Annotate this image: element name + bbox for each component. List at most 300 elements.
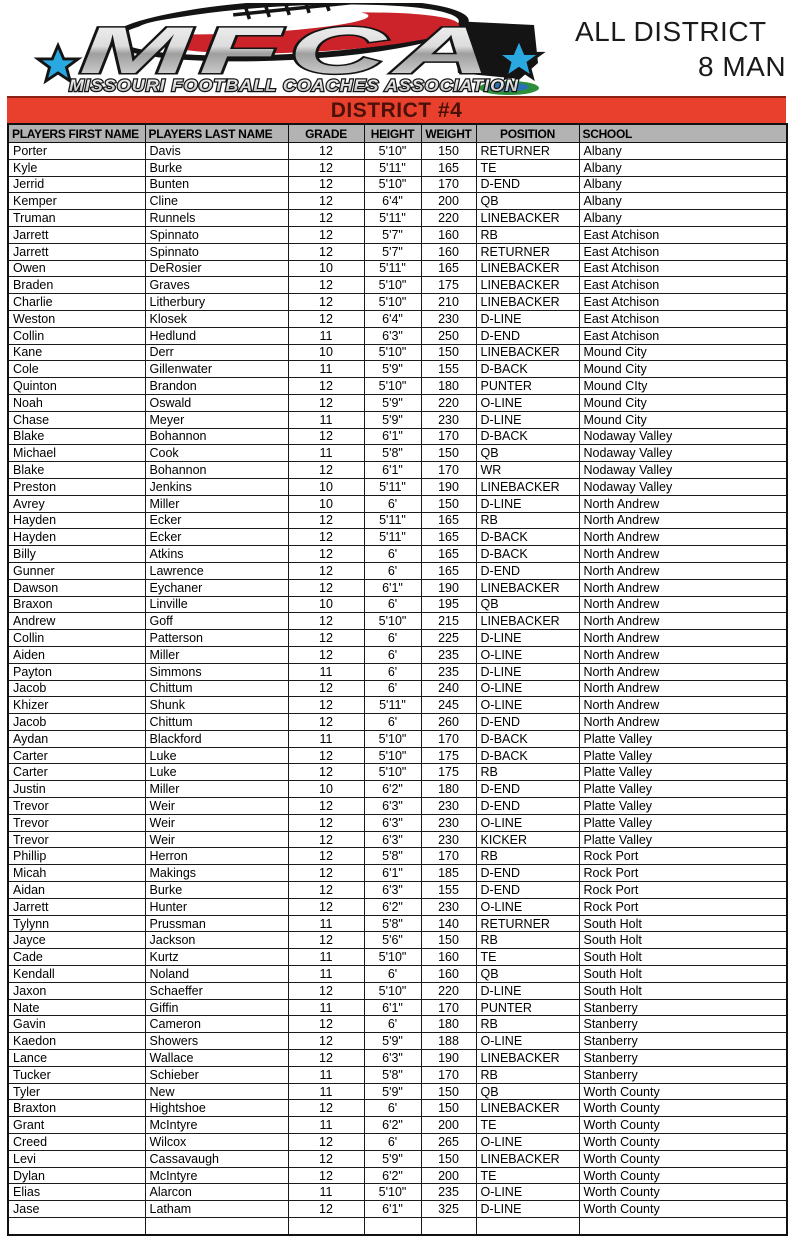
cell: South Holt [579, 915, 787, 932]
cell: 220 [421, 982, 476, 999]
cell: Kemper [8, 193, 145, 210]
cell: RB [476, 848, 579, 865]
cell: 6'3" [364, 882, 421, 899]
cell: Graves [145, 277, 288, 294]
cell [8, 1218, 145, 1235]
cell: O-LINE [476, 1184, 579, 1201]
cell [421, 1218, 476, 1235]
cell: Eychaner [145, 579, 288, 596]
cell: 195 [421, 596, 476, 613]
table-row [8, 764, 787, 781]
cell: Rock Port [579, 865, 787, 882]
cell: 11 [288, 1083, 364, 1100]
cell: D-LINE [476, 630, 579, 647]
cell: 5'8" [364, 445, 421, 462]
cell: 6' [364, 646, 421, 663]
cell: 10 [288, 495, 364, 512]
player-table [7, 123, 788, 1236]
cell: North Andrew [579, 680, 787, 697]
cell: Jacob [8, 714, 145, 731]
cell: Ecker [145, 512, 288, 529]
cell: 170 [421, 848, 476, 865]
table-row [8, 1016, 787, 1033]
table-row [8, 848, 787, 865]
cell: 12 [288, 814, 364, 831]
cell: 12 [288, 1167, 364, 1184]
cell: 10 [288, 596, 364, 613]
cell: 5'11" [364, 697, 421, 714]
table-row [8, 663, 787, 680]
cell: Jarrett [8, 243, 145, 260]
cell: 11 [288, 1066, 364, 1083]
cell: Miller [145, 646, 288, 663]
table-row [8, 714, 787, 731]
cell: 12 [288, 1134, 364, 1151]
cell: 175 [421, 747, 476, 764]
cell: 235 [421, 663, 476, 680]
cell: LINEBACKER [476, 1100, 579, 1117]
cell: RB [476, 764, 579, 781]
cell: 6'2" [364, 1117, 421, 1134]
cell: 165 [421, 512, 476, 529]
cell: 5'8" [364, 1066, 421, 1083]
cell: 10 [288, 344, 364, 361]
cell: 12 [288, 630, 364, 647]
table-row [8, 445, 787, 462]
cell: 225 [421, 630, 476, 647]
cell: Trevor [8, 798, 145, 815]
cell: Lawrence [145, 562, 288, 579]
cell: Worth County [579, 1201, 787, 1218]
table-row [8, 1117, 787, 1134]
cell: Giffin [145, 999, 288, 1016]
table-row [8, 529, 787, 546]
col-header-position: POSITION [476, 124, 579, 143]
cell: 12 [288, 1016, 364, 1033]
table-row [8, 630, 787, 647]
table-row [8, 260, 787, 277]
cell: Micah [8, 865, 145, 882]
col-header-grade: GRADE [288, 124, 364, 143]
cell: D-BACK [476, 747, 579, 764]
cell: 235 [421, 646, 476, 663]
cell: Jackson [145, 932, 288, 949]
table-row [8, 1050, 787, 1067]
cell: 6'4" [364, 193, 421, 210]
cell: Blake [8, 428, 145, 445]
cell: Wilcox [145, 1134, 288, 1151]
cell: Alarcon [145, 1184, 288, 1201]
cell: McIntyre [145, 1167, 288, 1184]
table-row [8, 1167, 787, 1184]
cell: 12 [288, 747, 364, 764]
cell: O-LINE [476, 1134, 579, 1151]
cell: Jayce [8, 932, 145, 949]
cell: 150 [421, 1100, 476, 1117]
cell: Mound City [579, 411, 787, 428]
cell: Rock Port [579, 882, 787, 899]
cell: 11 [288, 999, 364, 1016]
table-row [8, 898, 787, 915]
table-row [8, 294, 787, 311]
table-row [8, 277, 787, 294]
cell: 155 [421, 882, 476, 899]
cell: 6'3" [364, 814, 421, 831]
cell: Runnels [145, 210, 288, 227]
cell: Blackford [145, 730, 288, 747]
cell: Platte Valley [579, 798, 787, 815]
cell: 11 [288, 730, 364, 747]
cell: Luke [145, 747, 288, 764]
table-row [8, 596, 787, 613]
cell: Albany [579, 176, 787, 193]
cell: Weston [8, 310, 145, 327]
cell: Worth County [579, 1184, 787, 1201]
cell: South Holt [579, 982, 787, 999]
table-row [8, 697, 787, 714]
cell: Stanberry [579, 999, 787, 1016]
cell: North Andrew [579, 630, 787, 647]
cell: Rock Port [579, 898, 787, 915]
player-table-body [8, 143, 787, 1235]
cell: LINEBACKER [476, 1050, 579, 1067]
cell: East Atchison [579, 226, 787, 243]
cell: 12 [288, 226, 364, 243]
cell: Nodaway Valley [579, 462, 787, 479]
cell: 230 [421, 898, 476, 915]
cell: 5'11" [364, 478, 421, 495]
cell: 185 [421, 865, 476, 882]
cell: Tyler [8, 1083, 145, 1100]
cell: 6' [364, 562, 421, 579]
cell: 6'3" [364, 831, 421, 848]
table-row [8, 1150, 787, 1167]
cell: 6'2" [364, 898, 421, 915]
cell: 5'6" [364, 932, 421, 949]
cell: 5'10" [364, 1184, 421, 1201]
cell: Rock Port [579, 848, 787, 865]
cell: O-LINE [476, 680, 579, 697]
cell: Worth County [579, 1083, 787, 1100]
cell: Braxon [8, 596, 145, 613]
col-header-weight: WEIGHT [421, 124, 476, 143]
cell: North Andrew [579, 646, 787, 663]
cell: WR [476, 462, 579, 479]
cell: 170 [421, 462, 476, 479]
cell: TE [476, 949, 579, 966]
cell: Gavin [8, 1016, 145, 1033]
cell: 10 [288, 478, 364, 495]
cell: Cline [145, 193, 288, 210]
cell: 12 [288, 982, 364, 999]
cell: 170 [421, 730, 476, 747]
cell: QB [476, 193, 579, 210]
cell: LINEBACKER [476, 613, 579, 630]
cell: 165 [421, 546, 476, 563]
cell: 5'9" [364, 394, 421, 411]
cell: 235 [421, 1184, 476, 1201]
cell: North Andrew [579, 663, 787, 680]
cell: 6' [364, 714, 421, 731]
cell: 5'11" [364, 159, 421, 176]
table-row [8, 143, 787, 160]
table-row [8, 865, 787, 882]
cell: 5'9" [364, 1033, 421, 1050]
cell: Justin [8, 781, 145, 798]
cell: KICKER [476, 831, 579, 848]
cell: 180 [421, 1016, 476, 1033]
cell: 12 [288, 394, 364, 411]
cell: Gillenwater [145, 361, 288, 378]
table-row [8, 1100, 787, 1117]
cell: D-LINE [476, 411, 579, 428]
cell: 200 [421, 1167, 476, 1184]
cell: 12 [288, 159, 364, 176]
cell: Avrey [8, 495, 145, 512]
cell: 5'7" [364, 243, 421, 260]
cell: 220 [421, 210, 476, 227]
cell: 5'9" [364, 361, 421, 378]
cell: 180 [421, 781, 476, 798]
cell: Charlie [8, 294, 145, 311]
cell: Nodaway Valley [579, 445, 787, 462]
cell: 6'4" [364, 310, 421, 327]
cell: East Atchison [579, 277, 787, 294]
col-header-height: HEIGHT [364, 124, 421, 143]
cell: 12 [288, 1033, 364, 1050]
cell: 6'1" [364, 999, 421, 1016]
page-header [0, 0, 793, 96]
table-row [8, 1134, 787, 1151]
cell: East Atchison [579, 294, 787, 311]
cell [364, 1218, 421, 1235]
cell: D-END [476, 327, 579, 344]
mfca-logo-graphic [22, 3, 557, 95]
cell: Tucker [8, 1066, 145, 1083]
cell: RETURNER [476, 915, 579, 932]
cell: 210 [421, 294, 476, 311]
cell: 6' [364, 1134, 421, 1151]
cell: D-END [476, 865, 579, 882]
cell: 5'10" [364, 949, 421, 966]
cell: Miller [145, 495, 288, 512]
cell: Nodaway Valley [579, 428, 787, 445]
cell: RB [476, 932, 579, 949]
cell: 5'10" [364, 730, 421, 747]
col-header-first-name: PLAYERS FIRST NAME [8, 124, 145, 143]
cell: 12 [288, 680, 364, 697]
cell: LINEBACKER [476, 210, 579, 227]
cell: Kendall [8, 966, 145, 983]
cell: Cameron [145, 1016, 288, 1033]
cell: Levi [8, 1150, 145, 1167]
cell: 165 [421, 529, 476, 546]
cell: Showers [145, 1033, 288, 1050]
cell: Cassavaugh [145, 1150, 288, 1167]
cell: Weir [145, 798, 288, 815]
table-row [8, 193, 787, 210]
cell: O-LINE [476, 646, 579, 663]
cell: LINEBACKER [476, 277, 579, 294]
cell: D-LINE [476, 495, 579, 512]
cell: Weir [145, 831, 288, 848]
cell: 260 [421, 714, 476, 731]
cell: 5'9" [364, 411, 421, 428]
cell: TE [476, 1167, 579, 1184]
cell: 11 [288, 361, 364, 378]
cell: Porter [8, 143, 145, 160]
table-row [8, 798, 787, 815]
cell: Mound City [579, 344, 787, 361]
cell: 6'1" [364, 428, 421, 445]
cell: New [145, 1083, 288, 1100]
table-row [8, 1033, 787, 1050]
cell: 190 [421, 579, 476, 596]
cell: 175 [421, 764, 476, 781]
table-row [8, 495, 787, 512]
table-row [8, 562, 787, 579]
cell: 6' [364, 630, 421, 647]
cell: 10 [288, 781, 364, 798]
cell: Carter [8, 764, 145, 781]
cell: 6' [364, 546, 421, 563]
table-row [8, 478, 787, 495]
cell: 6'1" [364, 865, 421, 882]
cell: Nodaway Valley [579, 478, 787, 495]
table-row [8, 999, 787, 1016]
cell: 12 [288, 579, 364, 596]
cell: Hedlund [145, 327, 288, 344]
cell: Shunk [145, 697, 288, 714]
cell: Braden [8, 277, 145, 294]
cell: D-END [476, 798, 579, 815]
cell: Chittum [145, 714, 288, 731]
cell: 12 [288, 697, 364, 714]
table-row [8, 210, 787, 227]
cell: Lance [8, 1050, 145, 1067]
cell: 200 [421, 1117, 476, 1134]
cell: 5'10" [364, 176, 421, 193]
cell: Spinnato [145, 226, 288, 243]
cell: 11 [288, 327, 364, 344]
cell: Luke [145, 764, 288, 781]
cell: 12 [288, 193, 364, 210]
cell: Albany [579, 143, 787, 160]
cell: Worth County [579, 1117, 787, 1134]
table-row [8, 428, 787, 445]
cell: Weir [145, 814, 288, 831]
cell: 12 [288, 865, 364, 882]
cell: Jarrett [8, 226, 145, 243]
cell: Grant [8, 1117, 145, 1134]
cell: Makings [145, 865, 288, 882]
cell: 220 [421, 394, 476, 411]
cell: 5'10" [364, 344, 421, 361]
cell: 12 [288, 378, 364, 395]
cell: 11 [288, 1184, 364, 1201]
table-row [8, 411, 787, 428]
cell: 5'10" [364, 747, 421, 764]
cell: Hayden [8, 512, 145, 529]
cell: Kane [8, 344, 145, 361]
cell: 250 [421, 327, 476, 344]
cell: Prussman [145, 915, 288, 932]
cell: O-LINE [476, 394, 579, 411]
cell: Stanberry [579, 1033, 787, 1050]
cell: QB [476, 445, 579, 462]
cell: D-LINE [476, 1201, 579, 1218]
logo-acronym: MFCA [79, 13, 499, 87]
table-row [8, 613, 787, 630]
cell: South Holt [579, 949, 787, 966]
cell: Litherbury [145, 294, 288, 311]
cell: RETURNER [476, 243, 579, 260]
cell: O-LINE [476, 1033, 579, 1050]
cell: East Atchison [579, 327, 787, 344]
cell: D-LINE [476, 310, 579, 327]
cell: Preston [8, 478, 145, 495]
cell: D-END [476, 176, 579, 193]
cell: D-BACK [476, 730, 579, 747]
cell: 170 [421, 428, 476, 445]
cell: Trevor [8, 814, 145, 831]
cell: 12 [288, 176, 364, 193]
table-row [8, 310, 787, 327]
cell: 11 [288, 445, 364, 462]
cell: QB [476, 1083, 579, 1100]
table-row [8, 831, 787, 848]
cell [579, 1218, 787, 1235]
cell: North Andrew [579, 596, 787, 613]
cell: 12 [288, 277, 364, 294]
cell: LINEBACKER [476, 344, 579, 361]
cell: LINEBACKER [476, 579, 579, 596]
cell: Mound City [579, 361, 787, 378]
cell: 12 [288, 646, 364, 663]
cell: 5'11" [364, 260, 421, 277]
cell: Michael [8, 445, 145, 462]
cell: East Atchison [579, 310, 787, 327]
cell: Worth County [579, 1167, 787, 1184]
cell: D-LINE [476, 663, 579, 680]
mfca-logo [22, 3, 557, 95]
table-row [8, 159, 787, 176]
cell: 5'10" [364, 277, 421, 294]
cell: Jerrid [8, 176, 145, 193]
cell: O-LINE [476, 898, 579, 915]
cell: 5'8" [364, 848, 421, 865]
cell: 5'10" [364, 764, 421, 781]
cell: 12 [288, 529, 364, 546]
cell: Albany [579, 210, 787, 227]
cell: 5'8" [364, 915, 421, 932]
cell: O-LINE [476, 814, 579, 831]
cell: Owen [8, 260, 145, 277]
cell: 11 [288, 949, 364, 966]
cell: 150 [421, 1150, 476, 1167]
cell: 5'10" [364, 982, 421, 999]
cell: Braxton [8, 1100, 145, 1117]
table-row [8, 646, 787, 663]
table-row [8, 747, 787, 764]
cell: 325 [421, 1201, 476, 1218]
cell: 12 [288, 1201, 364, 1218]
table-row [8, 882, 787, 899]
cell: Burke [145, 882, 288, 899]
cell: 6'3" [364, 798, 421, 815]
cell: Stanberry [579, 1050, 787, 1067]
cell: 150 [421, 932, 476, 949]
